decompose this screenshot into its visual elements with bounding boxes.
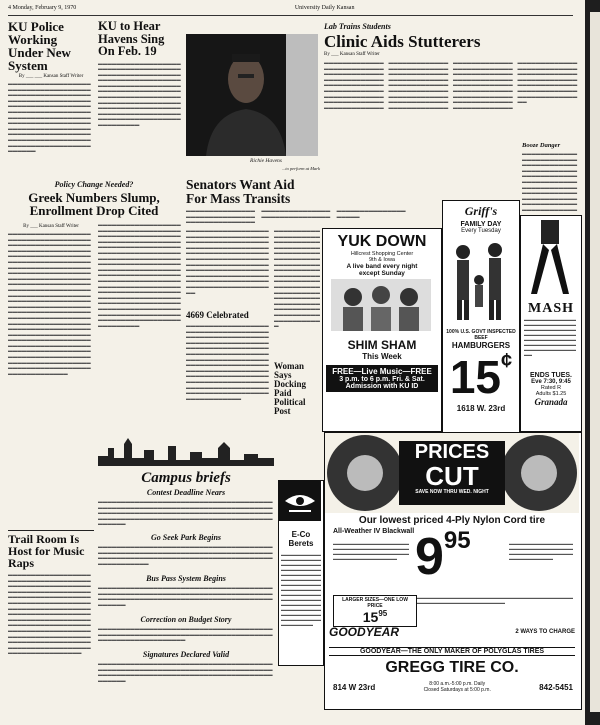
yukdown-line1: Hillcrest Shopping Center (350, 251, 414, 257)
brief-1: Go Seek Park Begins (151, 533, 221, 542)
masthead-center: University Daily Kansan (294, 5, 355, 11)
greek-kicker: Policy Change Needed? (54, 180, 134, 189)
mash-legs-illustration (521, 216, 579, 296)
gregg-larger-cents: 95 (378, 609, 388, 618)
campus-briefs: Campus briefs Contest Deadline Nears ▬▬▬▬▬▬▬▬▬▬▬▬▬▬▬▬▬▬▬▬▬▬▬▬▬▬▬▬▬▬▬▬▬▬▬▬▬▬▬▬▬▬▬▬▬▬▬▬▬▬▬▬▬▬▬▬▬▬▬▬▬▬▬▬▬▬▬▬▬▬▬▬▬▬▬▬▬▬▬▬▬▬▬▬▬▬▬▬▬▬▬▬▬▬▬▬▬▬▬▬▬▬▬▬▬▬▬▬▬▬▬▬▬▬▬▬▬▬▬▬▬▬▬▬▬▬▬▬▬▬▬▬▬▬▬▬▬▬▬▬▬▬▬▬▬▬▬▬▬▬▬▬▬▬▬▬▬▬ Go Seek Park Begins ▬▬▬▬▬▬▬▬▬▬▬▬▬▬▬▬▬▬▬▬▬▬▬▬▬▬▬▬▬▬▬▬▬▬▬▬▬▬▬▬▬▬▬▬▬▬▬▬▬▬▬▬▬▬▬▬▬▬▬▬▬▬▬▬▬▬▬▬▬▬▬▬▬▬▬▬▬▬▬▬▬▬▬▬▬▬▬▬▬▬▬▬▬▬▬▬▬▬▬▬▬▬▬▬▬▬▬▬▬▬▬▬▬▬▬▬▬▬▬▬▬▬▬▬▬ Bus Pass System Begins ▬▬▬▬▬▬▬▬▬▬▬▬▬▬▬▬▬▬▬▬▬▬▬▬▬▬▬▬▬▬▬▬▬▬▬▬▬▬▬▬▬▬▬▬▬▬▬▬▬▬▬▬▬▬▬▬▬▬▬▬▬▬▬▬▬▬▬▬▬▬▬▬▬▬▬▬▬▬▬▬▬▬▬▬▬▬▬▬▬▬▬▬▬▬▬▬▬▬▬▬▬▬▬▬▬▬▬▬▬▬▬▬▬▬▬▬▬▬▬▬ Correction on Budget Story ▬▬▬▬▬▬▬▬▬▬▬▬▬▬▬▬▬▬▬▬▬▬▬▬▬▬▬▬▬▬▬▬▬▬▬▬▬▬▬▬▬▬▬▬▬▬▬▬▬▬▬▬▬▬▬▬▬▬▬▬▬▬▬▬▬▬▬▬▬▬▬▬▬▬▬▬▬▬▬▬▬▬▬▬▬▬▬▬▬▬▬▬▬▬▬ Signatures Declared Valid ▬▬▬▬▬▬▬▬▬▬▬▬▬▬▬▬▬▬▬▬▬▬▬▬▬▬▬▬▬▬▬▬▬▬▬▬▬▬▬▬▬▬▬▬▬▬▬▬▬▬▬▬▬▬▬▬▬▬▬▬▬▬▬▬▬▬▬▬▬▬▬▬▬▬▬▬▬▬▬▬▬▬▬▬▬▬▬▬▬▬▬▬▬▬▬▬▬▬▬▬▬▬▬▬▬▬▬▬▬▬▬▬▬▬▬▬▬▬▬▬ (98, 436, 274, 710)
brief-0: Contest Deadline Nears (146, 488, 226, 497)
woman-headline: Woman Says Docking Paid Political Post (274, 361, 307, 416)
griffs-brand: Griff's (464, 204, 498, 218)
havens-caption: Richie Havens (250, 158, 282, 164)
havens-photo (186, 34, 318, 156)
senators-headline: Senators Want Aid For Mass Transits (186, 177, 295, 206)
greek-body-left: By ___ Kansan Staff Writer ▬▬▬▬▬▬▬▬▬▬▬▬▬▬▬▬▬▬▬▬▬▬▬▬▬▬▬▬▬▬▬▬▬▬▬▬▬▬▬▬▬▬▬▬▬▬▬▬▬▬▬▬▬▬▬▬▬▬▬▬▬▬▬▬▬▬▬▬▬▬▬▬▬▬▬▬▬▬▬▬▬▬▬▬▬▬▬▬▬▬▬▬▬▬▬▬▬▬▬▬▬▬▬▬▬▬▬▬▬▬▬▬▬▬▬▬▬▬▬▬▬▬▬▬▬▬▬▬▬▬▬▬▬▬▬▬▬▬▬▬▬▬▬▬▬▬▬▬▬▬▬▬▬▬▬▬▬▬▬▬▬▬▬▬▬▬▬▬▬▬▬▬▬▬▬▬▬▬▬▬▬▬▬▬▬▬▬▬▬▬▬▬▬▬▬▬▬▬▬▬▬▬▬▬▬▬▬▬▬▬▬▬▬▬▬▬▬▬▬▬▬▬▬▬▬▬▬▬▬▬▬▬▬▬▬▬▬▬▬▬▬▬▬▬▬▬▬▬▬▬▬▬▬▬▬▬▬▬▬▬▬▬▬▬▬▬▬▬▬▬▬▬▬▬▬▬▬▬▬▬▬▬▬▬▬▬▬▬▬▬▬▬▬▬▬▬▬▬▬▬▬▬▬▬▬▬▬▬▬▬▬▬▬▬▬▬▬▬▬▬▬▬▬▬▬▬▬▬▬▬▬▬▬▬▬▬▬▬▬▬▬▬▬▬▬▬▬▬▬▬▬▬▬▬▬▬▬▬▬▬▬▬▬▬▬▬▬▬▬▬▬▬▬▬▬▬▬▬▬▬▬▬▬▬▬▬▬▬▬▬▬▬▬▬▬▬▬▬▬▬▬▬▬▬▬▬▬▬▬▬▬▬▬▬▬▬▬▬▬▬▬▬▬▬▬▬▬▬▬▬▬▬▬▬▬▬▬▬▬▬▬▬▬▬▬▬▬▬▬▬▬▬▬▬▬▬▬▬▬▬▬▬▬ (8, 222, 94, 522)
masthead-left: 4 Monday, February 9, 1970 (8, 5, 77, 11)
gregg-price-cents: 95 (443, 527, 471, 554)
havens-article: KU to Hear Havens Sing On Feb. 19 ▬▬▬▬▬▬▬▬▬▬▬▬▬▬▬▬▬▬▬▬▬▬▬▬▬▬▬▬▬▬▬▬▬▬▬▬▬▬▬▬▬▬▬▬▬▬▬▬▬▬▬▬▬▬▬▬▬▬▬▬▬▬▬▬▬▬▬▬▬▬▬▬▬▬▬▬▬▬▬▬▬▬▬▬▬▬▬▬▬▬▬▬▬▬▬▬▬▬▬▬▬▬▬▬▬▬▬▬▬▬▬▬▬▬▬▬▬▬▬▬▬▬▬▬▬▬▬▬▬▬▬▬▬▬▬▬▬▬▬▬▬▬▬▬▬▬▬▬▬▬▬▬▬▬▬▬▬▬▬▬▬▬▬▬▬▬▬▬▬▬▬▬▬▬▬▬▬▬▬▬▬▬▬▬▬▬▬▬▬▬▬▬▬▬▬▬▬▬▬▬▬▬▬▬▬▬▬ (98, 19, 181, 128)
skyline-illustration (98, 436, 274, 466)
gregg-larger: LARGER SIZES—ONE LOW PRICE (342, 597, 408, 609)
yukdown-line4: except Sunday (359, 270, 405, 277)
gregg-goodyear: GOODYEAR (329, 625, 400, 639)
yukdown-hours: 3 p.m. to 6 p.m. Fri. & Sat. (339, 376, 425, 383)
mash-ad: MASH ▬▬▬▬▬▬▬▬▬▬▬▬▬▬▬▬▬▬▬▬▬▬▬▬▬▬▬▬▬▬▬▬▬▬▬▬▬▬▬▬▬▬▬▬▬▬▬▬▬▬▬▬▬▬▬▬▬▬▬▬▬▬▬▬▬▬▬▬▬▬▬▬▬▬▬▬▬▬▬▬▬▬▬▬▬▬▬▬▬▬▬▬▬ ENDS TUES. Eve 7:30, 9:45 Rated R Adults $1.25 Granada (520, 215, 582, 432)
gregg-prices: PRICES (414, 441, 490, 463)
yukdown-admission: Admission with KU ID (345, 383, 419, 390)
booze-headline: Booze Danger (522, 142, 561, 149)
yukdown-free: FREE—Live Music—FREE (332, 367, 432, 376)
greek-headline: Greek Numbers Slump, Enrollment Drop Cited (28, 190, 160, 218)
gregg-closed: Closed Saturdays at 5:00 p.m. (423, 687, 491, 693)
greek-header (8, 178, 180, 218)
eco-title: E-Co Berets (288, 530, 314, 548)
4669-article: ▬▬▬▬▬▬▬▬▬▬▬▬▬▬▬▬▬▬▬▬▬▬▬▬▬▬▬▬▬▬▬▬▬▬▬▬▬▬▬▬▬▬▬▬▬▬▬▬▬▬▬▬▬▬▬▬▬▬▬▬▬▬▬▬▬▬▬▬▬▬▬▬▬▬▬▬▬▬▬▬▬▬▬▬▬▬▬▬▬▬▬▬▬▬▬▬▬▬▬▬▬▬▬▬▬▬▬▬▬▬▬▬▬▬▬▬▬▬▬▬▬▬▬▬▬▬▬▬▬▬▬▬▬▬▬▬▬▬▬▬▬▬▬▬▬▬▬▬▬▬▬▬▬▬▬▬▬▬▬▬▬▬▬▬▬▬▬▬▬▬▬▬▬▬▬▬▬▬▬▬▬▬▬▬▬▬▬▬▬▬▬▬▬▬▬▬▬▬▬▬ 4669 Celebrated ▬▬▬▬▬▬▬▬▬▬▬▬▬▬▬▬▬▬▬▬▬▬▬▬▬▬▬▬▬▬▬▬▬▬▬▬▬▬▬▬▬▬▬▬▬▬▬▬▬▬▬▬▬▬▬▬▬▬▬▬▬▬▬▬▬▬▬▬▬▬▬▬▬▬▬▬▬▬▬▬▬▬▬▬▬▬▬▬▬▬▬▬▬▬▬▬▬▬▬▬▬▬▬▬▬▬▬▬▬▬▬▬▬▬▬▬▬▬▬▬▬▬▬▬▬▬▬▬▬▬▬▬▬▬▬▬▬▬▬▬▬▬▬▬▬▬▬▬▬▬▬▬▬▬▬▬▬▬▬▬▬▬▬▬▬▬▬▬▬▬▬▬▬▬▬▬▬▬▬▬▬▬▬▬▬▬▬▬▬▬▬▬▬▬▬▬▬▬▬▬▬▬▬▬▬▬▬▬▬▬▬▬▬▬▬▬▬▬▬▬▬▬▬▬▬▬▬▬▬▬▬▬▬▬▬▬▬▬▬▬▬▬▬▬▬▬ (186, 228, 269, 401)
griffs-family: FAMILY DAY (460, 221, 502, 228)
griffs-cents: ¢ (501, 350, 513, 372)
yukdown-show: SHIM SHAM (347, 338, 417, 352)
gregg-price: 9 (415, 528, 444, 586)
mash-theater: Granada (534, 397, 568, 407)
band-photo (323, 277, 439, 333)
yukdown-week: This Week (362, 352, 402, 361)
gregg-hours: 8:00 a.m.-5:00 p.m. Daily (429, 681, 486, 687)
senators-body: ▬▬▬▬▬▬▬▬▬▬▬▬▬▬▬▬▬▬▬▬▬▬▬▬▬▬▬▬▬▬▬▬▬▬▬▬▬▬▬▬▬▬▬▬▬▬▬▬▬▬▬▬▬▬▬▬▬▬▬▬▬▬▬▬▬▬▬▬▬▬▬▬▬▬▬▬▬▬▬▬▬▬▬▬▬▬▬▬▬▬▬▬▬▬▬ (186, 208, 406, 225)
brief-2: Bus Pass System Begins (146, 574, 226, 583)
clinic-byline: By ___ Kansan Staff Writer (324, 52, 380, 57)
senators-extra: ▬▬▬▬▬▬▬▬▬▬▬▬▬▬▬▬▬▬▬▬▬▬▬▬▬▬▬▬▬▬▬▬▬▬▬▬▬▬▬▬▬▬▬▬▬▬▬▬▬▬▬▬▬▬▬▬▬▬▬▬▬▬▬▬▬▬▬▬▬▬▬▬▬▬▬▬▬▬▬▬▬▬▬▬▬▬▬▬▬▬▬▬▬▬▬▬▬▬▬▬▬▬▬▬▬▬▬▬▬▬▬▬▬▬▬▬▬▬▬▬▬▬▬▬▬▬▬▬▬▬▬▬▬▬▬▬▬▬▬▬▬▬▬▬▬▬▬▬▬▬▬▬▬▬▬▬▬▬▬▬▬▬▬▬▬▬▬▬▬▬▬ (274, 228, 320, 329)
mash-rated: Rated R (540, 385, 562, 391)
mash-times: Eve 7:30, 9:45 (531, 379, 571, 385)
yukdown-line2: 9th & Iowa (369, 257, 395, 263)
trailroom-article: Trail Room Is Host for Music Raps ▬▬▬▬▬▬▬▬▬▬▬▬▬▬▬▬▬▬▬▬▬▬▬▬▬▬▬▬▬▬▬▬▬▬▬▬▬▬▬▬▬▬▬▬▬▬▬▬▬▬▬▬▬▬▬▬▬▬▬▬▬▬▬▬▬▬▬▬▬▬▬▬▬▬▬▬▬▬▬▬▬▬▬▬▬▬▬▬▬▬▬▬▬▬▬▬▬▬▬▬▬▬▬▬▬▬▬▬▬▬▬▬▬▬▬▬▬▬▬▬▬▬▬▬▬▬▬▬▬▬▬▬▬▬▬▬▬▬▬▬▬▬▬▬▬▬▬▬▬▬▬▬▬▬▬▬▬▬▬▬▬▬▬▬▬▬▬▬▬▬▬▬▬▬▬▬▬▬▬▬▬▬▬▬▬▬▬▬▬▬▬▬▬▬▬▬▬▬▬▬▬▬▬▬▬▬▬▬▬▬▬▬▬▬▬▬▬▬▬▬▬▬▬▬▬▬▬▬▬▬▬▬▬▬▬▬▬▬▬▬▬▬▬▬▬▬▬▬▬▬▬▬▬▬▬▬▬▬▬▬▬▬▬▬▬▬▬▬ (8, 528, 94, 708)
havens-caption-sub: ...to perform at Mark (282, 166, 320, 171)
brief-4: Signatures Declared Valid (142, 650, 230, 659)
yukdown-line3: A live band every night (346, 263, 418, 270)
havens-portrait (186, 34, 318, 156)
gregg-larger-price: 15 (362, 609, 379, 625)
clinic-headline: Clinic Aids Stutterers (324, 32, 481, 51)
brief-3: Correction on Budget Story (140, 615, 232, 624)
woman-article (274, 362, 320, 422)
gregg-store: GREGG TIRE CO. (385, 659, 519, 676)
griffs-meat: 100% U.S. GOVT INSPECTED BEEF (446, 329, 516, 341)
campus-briefs-title: Campus briefs (141, 470, 231, 486)
kupolice-byline: By ___ ___ Kansan Staff Writer (18, 74, 84, 79)
griffs-product: HAMBURGERS (451, 341, 511, 350)
gregg-cut: CUT (425, 461, 479, 491)
gregg-address: 814 W 23rd (333, 682, 376, 692)
family-illustration (443, 234, 517, 324)
booze-article: Booze Danger ▬▬▬▬▬▬▬▬▬▬▬▬▬▬▬▬▬▬▬▬▬▬▬▬▬▬▬▬▬▬▬▬▬▬▬▬▬▬▬▬▬▬▬▬▬▬▬▬▬▬▬▬▬▬▬▬▬▬▬▬▬▬▬▬▬▬▬▬▬▬▬▬▬▬▬▬▬▬▬▬▬▬▬▬▬▬▬▬▬▬▬▬▬▬▬▬▬▬▬▬▬▬▬▬▬▬▬▬▬▬▬▬▬▬▬▬▬▬▬▬▬▬▬▬▬▬▬▬▬▬▬▬ (522, 142, 578, 212)
facing-page-edge (590, 12, 600, 712)
greek-body-right: ▬▬▬▬▬▬▬▬▬▬▬▬▬▬▬▬▬▬▬▬▬▬▬▬▬▬▬▬▬▬▬▬▬▬▬▬▬▬▬▬▬▬▬▬▬▬▬▬▬▬▬▬▬▬▬▬▬▬▬▬▬▬▬▬▬▬▬▬▬▬▬▬▬▬▬▬▬▬▬▬▬▬▬▬▬▬▬▬▬▬▬▬▬▬▬▬▬▬▬▬▬▬▬▬▬▬▬▬▬▬▬▬▬▬▬▬▬▬▬▬▬▬▬▬▬▬▬▬▬▬▬▬▬▬▬▬▬▬▬▬▬▬▬▬▬▬▬▬▬▬▬▬▬▬▬▬▬▬▬▬▬▬▬▬▬▬▬▬▬▬▬▬▬▬▬▬▬▬▬▬▬▬▬▬▬▬▬▬▬▬▬▬▬▬▬▬▬▬▬▬▬▬▬▬▬▬▬▬▬▬▬▬▬▬▬▬▬▬▬▬▬▬▬▬▬▬▬▬▬▬▬▬▬▬▬▬▬▬▬▬▬▬▬▬▬▬▬▬▬▬▬▬▬▬▬▬▬▬▬▬▬▬▬▬▬▬▬▬▬▬▬▬▬▬▬▬▬▬▬▬▬▬▬▬▬▬▬▬▬▬▬▬▬▬▬▬▬▬▬▬▬▬▬▬▬▬▬▬▬▬▬▬▬▬▬▬▬▬▬▬▬▬▬▬▬▬▬▬▬▬▬▬▬ (98, 222, 181, 328)
eye-emblem-icon (279, 481, 321, 521)
mash-title: MASH (528, 301, 574, 316)
gregg-headline: Our lowest priced 4-Ply Nylon Cord tire (358, 515, 546, 526)
yukdown-title: YUK DOWN (337, 233, 427, 250)
gregg-phone: 842-5451 (539, 682, 573, 692)
trailroom-headline: Trail Room Is Host for Music Raps (8, 532, 85, 570)
kupolice-headline: KU Police Working Under New System (8, 19, 71, 73)
clinic-kicker: Lab Trains Students (324, 22, 391, 31)
griffs-price: 15 (449, 351, 502, 403)
greek-byline: By ___ Kansan Staff Writer (23, 224, 79, 229)
griffs-every: Every Tuesday (461, 228, 501, 234)
kupolice-body: ▬▬▬▬▬▬▬▬▬▬▬▬▬▬▬▬▬▬▬▬▬▬▬▬▬▬▬▬▬▬▬▬▬▬▬▬▬▬▬▬▬▬▬▬▬▬▬▬▬▬▬▬▬▬▬▬▬▬▬▬▬▬▬▬▬▬▬▬▬▬▬▬▬▬▬▬▬▬▬▬▬▬▬▬▬▬▬▬▬▬▬▬▬▬▬▬▬▬▬▬▬▬▬▬▬▬▬▬▬▬▬▬▬▬▬▬▬▬▬▬▬▬▬▬▬▬▬▬▬▬▬▬▬▬▬▬▬▬▬▬▬▬▬▬▬▬▬▬▬▬▬▬▬▬▬▬▬▬▬▬▬▬▬▬▬▬▬▬▬▬▬▬▬▬▬▬▬▬▬▬▬▬▬▬▬▬▬▬▬▬▬▬▬▬▬▬▬▬▬▬▬▬▬▬▬▬▬▬▬▬▬▬▬▬▬▬▬▬▬▬▬▬ (8, 81, 91, 154)
gregg-save: SAVE NOW THRU WED. NIGHT (415, 489, 489, 495)
gregg-banner: GOODYEAR—THE ONLY MAKER OF POLYGLAS TIRES (359, 648, 545, 655)
masthead (8, 5, 573, 16)
gregg-tire-ad: PRICES CUT SAVE NOW THRU WED. NIGHT Our lowest priced 4-Ply Nylon Cord tire All-Weather IV Blackwall ▬▬▬▬▬▬▬▬▬▬▬▬▬▬▬▬▬▬▬▬▬▬▬▬▬▬▬▬▬▬▬▬▬▬▬▬▬▬▬▬▬▬▬▬▬▬▬▬▬▬▬▬▬▬▬▬▬▬▬▬▬▬▬▬▬▬▬▬▬▬▬▬▬ 995 ▬▬▬▬▬▬▬▬▬▬▬▬▬▬▬▬▬▬▬▬▬▬▬▬▬▬▬▬▬▬▬▬▬▬▬▬▬▬▬▬▬▬▬▬▬▬▬▬▬▬▬▬▬▬▬▬▬▬▬ LARGER SIZES—ONE LOW PRICE $15^{95}$ ▬▬▬▬▬▬▬▬▬▬▬▬▬▬▬▬▬▬▬▬▬▬▬▬▬▬▬▬▬▬▬▬▬▬▬▬▬▬▬▬▬▬▬▬▬▬▬▬▬▬▬▬▬▬▬▬▬▬▬▬▬ GOODYEAR 2 WAYS TO CHARGE GOODYEAR—THE ONLY MAKER OF POLYGLAS TIRES GREGG TIRE CO. 814 W 23rd 8:00 a.m.-5:00 p.m. Daily Closed Saturdays at 5:00 p.m. 842-5451 (324, 432, 582, 710)
mash-ends: ENDS TUES. (529, 372, 572, 379)
havens-headline: KU to Hear Havens Sing On Feb. 19 (98, 19, 165, 58)
gregg-model: All-Weather IV Blackwall (333, 528, 415, 535)
eco-ad: E-Co Berets ▬▬▬▬▬▬▬▬▬▬▬▬▬▬▬▬▬▬▬▬▬▬▬▬▬▬▬▬▬▬▬▬▬▬▬▬▬▬▬▬▬▬▬▬▬▬▬▬▬▬▬▬▬▬▬▬▬▬▬▬▬▬▬▬▬▬▬▬▬▬▬▬▬▬▬▬▬▬▬▬▬▬▬▬▬▬▬▬▬▬▬▬▬▬▬▬▬▬▬▬▬▬▬▬▬▬▬▬▬▬▬▬▬▬▬▬▬▬▬▬▬▬▬▬▬▬▬▬▬▬▬▬▬▬▬▬▬▬▬▬▬▬▬▬▬▬▬▬ (278, 480, 324, 666)
griffs-address: 1618 W. 23rd (456, 404, 506, 413)
clinic-body: ▬▬▬▬▬▬▬▬▬▬▬▬▬▬▬▬▬▬▬▬▬▬▬▬▬▬▬▬▬▬▬▬▬▬▬▬▬▬▬▬▬▬▬▬▬▬▬▬▬▬▬▬▬▬▬▬▬▬▬▬▬▬▬▬▬▬▬▬▬▬▬▬▬▬▬▬▬▬▬▬▬▬▬▬▬▬▬▬▬▬▬▬▬▬▬▬▬▬▬▬▬▬▬▬▬▬▬▬▬▬▬▬▬▬▬▬▬▬▬▬▬▬▬▬▬▬▬▬▬▬▬▬▬▬▬▬▬▬▬▬▬▬▬▬▬▬▬▬▬▬▬▬▬▬▬▬▬▬▬▬▬▬▬▬▬▬▬▬▬▬▬▬▬▬▬▬▬▬▬▬▬▬▬▬▬▬▬▬▬▬▬▬▬▬▬▬▬▬▬▬▬▬▬▬▬▬▬▬▬▬▬▬▬▬▬▬▬▬▬▬▬▬▬▬▬▬▬▬▬▬▬▬▬▬▬▬▬▬▬▬▬▬▬▬▬▬▬▬▬▬▬▬▬▬▬▬▬▬▬▬▬▬▬▬▬▬▬▬▬▬▬▬▬▬▬▬▬▬▬▬▬▬▬▬▬▬▬▬▬▬▬▬▬▬▬▬▬▬▬▬▬▬▬▬▬▬▬▬▬▬▬▬▬▬▬▬▬▬▬▬▬▬▬▬▬▬▬▬▬▬▬▬▬▬▬▬▬▬▬▬▬▬▬▬▬▬▬▬▬▬▬▬▬▬▬▬▬▬▬▬▬▬▬▬▬▬▬▬▬▬▬▬▬▬▬▬▬▬▬▬▬▬▬▬▬▬▬▬▬▬▬▬▬▬▬▬▬▬▬▬▬▬▬▬▬▬▬▬▬▬▬▬▬▬▬▬▬▬▬▬▬▬▬▬▬▬▬▬▬▬▬▬▬▬▬▬▬▬▬▬▬▬▬▬ (324, 60, 578, 110)
senators-header (186, 178, 318, 206)
yukdown-ad (322, 228, 442, 432)
mash-adults: Adults $1.25 (535, 391, 567, 397)
gregg-ways: 2 WAYS TO CHARGE (515, 629, 575, 635)
4669-headline: 4669 Celebrated (186, 310, 249, 320)
